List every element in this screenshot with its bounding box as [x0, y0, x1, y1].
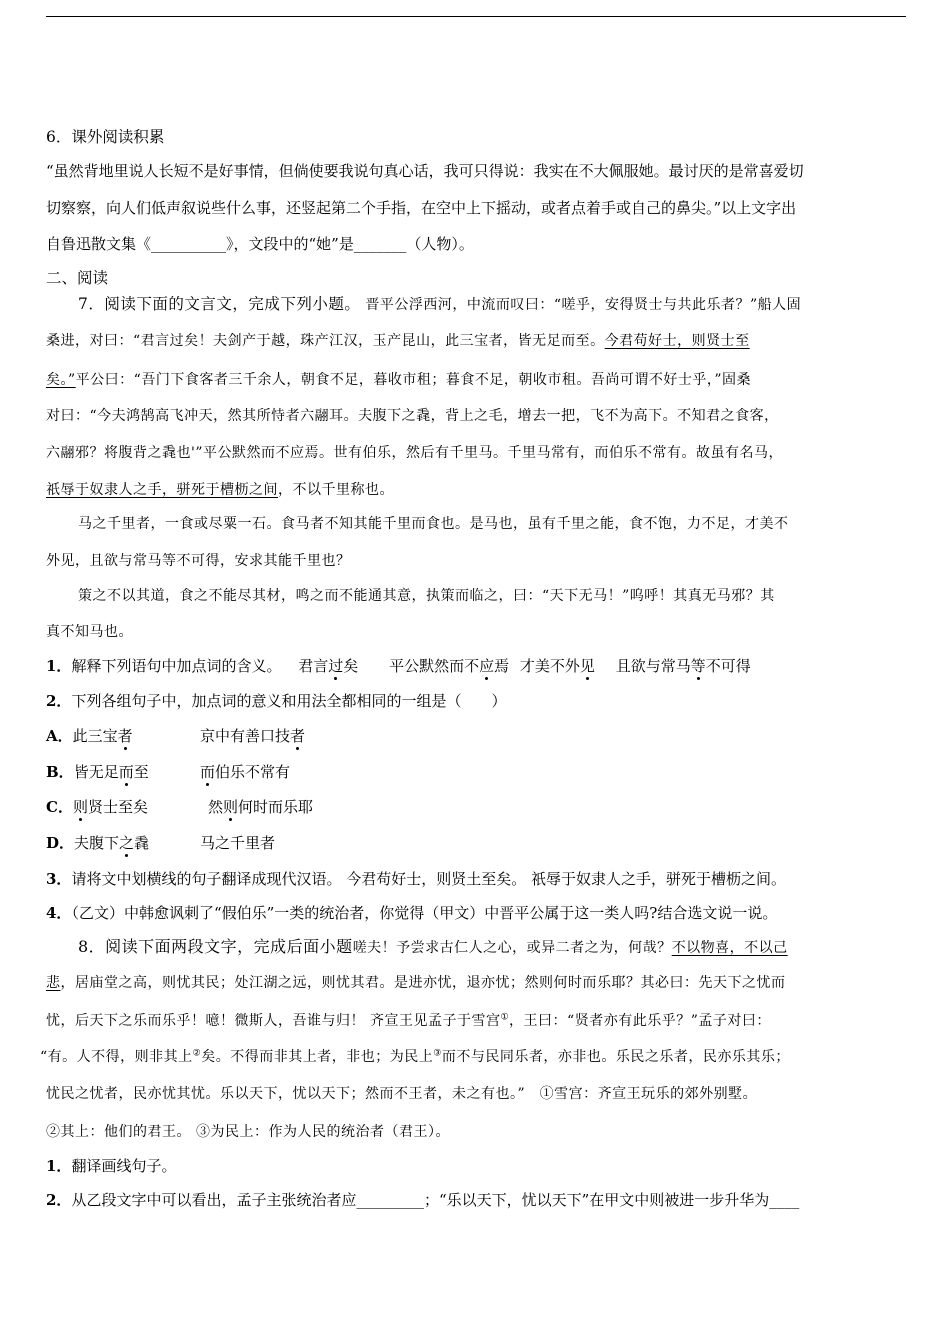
- option-d: [46, 833, 908, 853]
- subquestion-number: 4．: [46, 904, 72, 922]
- dotted-word: 之: [119, 834, 135, 852]
- q8-subquestion-2: [46, 1190, 908, 1210]
- q8-text: 嗟夫！予尝求古仁人之心，或异二者之为，何哉？: [352, 940, 672, 956]
- option-label: C．: [46, 798, 73, 816]
- option-a: [46, 726, 908, 746]
- subquestion-text: 下列各组句子中，加点词的意义和用法全都相同的一组是（ ）: [71, 692, 507, 710]
- term-text: 不可得: [705, 657, 751, 675]
- q7-underlined-sentence-1: 今君苟好士，则贤士至: [604, 333, 750, 349]
- dotted-word: 则: [72, 798, 88, 816]
- q6-line-1: “虽然背地里说人长短不是好事情，但倘使要我说句真心话，我可只得说：我实在不大佩服她。最讨厌的是常喜爱切: [46, 162, 804, 180]
- q8-text: ，居庙堂之高，则忧其民；处江湖之远，则忧其君。是进亦忧，退亦忧；然则何时而乐耶？其必曰：先天下之忧而: [60, 975, 786, 991]
- dotted-word: 过: [328, 657, 344, 675]
- subquestion-text: 翻译画线句子。: [71, 1157, 177, 1175]
- q7-passage-text: 晋平公浮西河，中流而叹曰：“嗟乎，安得贤士与共此乐者？”船人固: [360, 297, 802, 313]
- subquestion-number: 2．: [46, 692, 72, 710]
- term-text: 焉: [494, 657, 510, 675]
- subquestion-number: 3．: [46, 870, 72, 888]
- q7-subquestion-2: [46, 691, 908, 711]
- footnote-marker: ①: [500, 1012, 510, 1023]
- q6-line-2: 切察察，向人们低声叙说些什么事，还竖起第二个手指，在空中上下摇动，或者点着手或自己的鼻尖。”以上文字出: [46, 199, 797, 217]
- term-text: 且欲与常马: [615, 657, 691, 675]
- option-label: A．: [46, 727, 73, 745]
- q8-text: 齐宣王见孟子于雪宫: [365, 1013, 501, 1029]
- term-2: [389, 657, 509, 675]
- q7-text: 平公曰：“吾门下食客者三千余人，朝食不足，暮收市租；暮食不足，朝收市租。吾尚可谓不好士乎，”固桑: [75, 372, 751, 388]
- section-reading-heading: 二、阅读: [46, 269, 109, 287]
- dotted-word: 者: [117, 727, 133, 745]
- term-3: [520, 657, 595, 675]
- q7-passage-c-line-1: 策之不以其道，食之不能尽其材，鸣之而不能通其意，执策而临之，曰：“天下无马！”呜呼！其真无马邪？其: [78, 588, 775, 604]
- dotted-word: 而: [118, 763, 134, 781]
- q7-passage-line-3: [46, 370, 908, 390]
- option-text: 夫腹下: [74, 834, 120, 852]
- q8-passage-line-5: 忧民之忧者，民亦忧其忧。乐以天下，忧以天下；然而不王者，未之有也。” ①雪宫：齐宣王玩乐的郊外别墅。: [46, 1086, 758, 1102]
- option-text: 贤士至矣: [87, 798, 148, 816]
- dotted-word: 者: [290, 727, 306, 745]
- q7-intro: 7．阅读下面的文言文，完成下列小题。: [78, 295, 361, 313]
- q7-underlined-sentence-2: 祇辱于奴隶人之手，骈死于槽枥之间: [46, 482, 278, 498]
- q8-subquestion-1: [46, 1156, 908, 1176]
- dotted-word: 等: [690, 657, 706, 675]
- q7-underlined-sentence-1-end: 矣。”: [46, 372, 76, 388]
- q7-passage-b-line-1: 马之千里者，一食或尽粟一石。食马者不知其能千里而食也。是马也，虽有千里之能，食不饱，力不足，才美不: [78, 516, 789, 532]
- option-c: [46, 797, 908, 817]
- q8-passage-line-1: [78, 937, 908, 958]
- q8-text: “有。人不得，则非其上: [40, 1049, 193, 1065]
- q7-text: ，不以千里称也。: [278, 482, 394, 498]
- header-rule: [46, 16, 906, 17]
- option-text: 马之千里者: [200, 834, 276, 852]
- dotted-word: 而: [200, 763, 216, 781]
- option-text: 至: [133, 763, 149, 781]
- subquestion-number: 1．: [46, 657, 72, 675]
- option-text: 皆无足: [73, 763, 119, 781]
- option-text: 伯乐不常有: [215, 763, 291, 781]
- q7-subquestion-3: [46, 869, 908, 889]
- term-text: 矣: [343, 657, 359, 675]
- term-1: [298, 657, 358, 675]
- q8-text: ，王曰：“贤者亦有此乐乎？”孟子对曰：: [509, 1013, 771, 1029]
- footnote-marker: ③: [433, 1048, 442, 1059]
- q8-passage-line-3: [46, 1011, 908, 1031]
- dotted-word: 应: [479, 657, 495, 675]
- q8-underlined-sentence-end: 悲: [46, 975, 61, 991]
- subquestion-text: 解释下列语句中加点词的含义。: [71, 657, 282, 675]
- option-text: 毳: [134, 834, 150, 852]
- subquestion-text: 请将文中划横线的句子翻译成现代汉语。 今君苟好士，则贤土至矣。 祇辱于奴隶人之手，骈死于槽枥之间。: [71, 870, 786, 888]
- q7-passage-line-6: [46, 480, 908, 500]
- q7-passage-line-4: 对曰：“今夫鸿鹄高飞冲天，然其所恃者六翮耳。夫腹下之毳，背上之毛，增去一把，飞不为高下。不知君之食客，: [46, 408, 779, 424]
- q7-subquestion-4: [46, 903, 908, 923]
- q7-passage-c-line-2: 真不知马也。: [46, 624, 133, 640]
- term-text: 君言: [298, 657, 329, 675]
- q6-line-3: 自鲁迅散文集《__________》，文段中的“她”是_______（人物）。: [46, 235, 474, 253]
- subquestion-text: （乙文）中韩愈讽刺了“假伯乐”一类的统治者，你觉得（甲文）中晋平公属于这一类人吗?结合选文说一说。: [71, 904, 778, 922]
- subquestion-text: 从乙段文字中可以看出，孟子主张统治者应_________；“乐以天下，忧以天下”在甲文中则被进一步升华为____: [71, 1191, 800, 1209]
- subquestion-number: 1．: [46, 1157, 72, 1175]
- q7-subquestion-1: [46, 656, 908, 676]
- q8-footnotes: ②其上：他们的君王。 ③为民上：作为人民的统治者（君王）。: [46, 1124, 450, 1140]
- term-text: 平公默然而不: [389, 657, 480, 675]
- option-text: 何时而乐耶: [238, 798, 314, 816]
- q7-passage-b-line-2: 外见，且欲与常马等不可得，安求其能千里也？: [46, 553, 351, 569]
- q7-passage-line-5: 六翮邪？将腹背之毳也'”平公默然而不应焉。世有伯乐，然后有千里马。千里马常有，而伯乐不常有。故虽有名马，: [46, 445, 784, 461]
- q8-text: 而不与民同乐者，亦非也。乐民之乐者，民亦乐其乐；: [441, 1049, 790, 1065]
- option-label: D．: [46, 834, 75, 852]
- q8-underlined-sentence: 不以物喜，不以己: [671, 940, 788, 956]
- option-text: 京中有善口技: [200, 727, 291, 745]
- q8-text: 忧，后天下之乐而乐乎！噫！微斯人，吾谁与归！: [46, 1013, 365, 1029]
- q8-passage-line-2: [46, 973, 908, 993]
- option-label: B．: [46, 763, 74, 781]
- q7-passage-line-1: [78, 294, 908, 315]
- dotted-word: 见: [579, 657, 595, 675]
- option-text: 然: [208, 798, 224, 816]
- term-4: [616, 657, 751, 675]
- option-b: [46, 762, 908, 782]
- term-text: 才美不外: [519, 657, 580, 675]
- option-text: 此三宝: [72, 727, 118, 745]
- q7-text: 桑进，对曰：“君言过矣！夫剑产于越，珠产江汉，玉产昆山，此三宝者，皆无足而至。: [46, 333, 605, 349]
- q8-passage-line-4: [40, 1047, 902, 1067]
- dotted-word: 则: [223, 798, 239, 816]
- subquestion-number: 2．: [46, 1191, 72, 1209]
- footnote-marker: ②: [192, 1048, 202, 1059]
- q6-title: 6．课外阅读积累: [46, 128, 165, 146]
- q8-text: 矣。不得而非其上者，非也；为民上: [201, 1049, 434, 1065]
- q8-intro: 8．阅读下面两段文字，完成后面小题: [78, 937, 353, 956]
- q7-passage-line-2: [46, 331, 908, 351]
